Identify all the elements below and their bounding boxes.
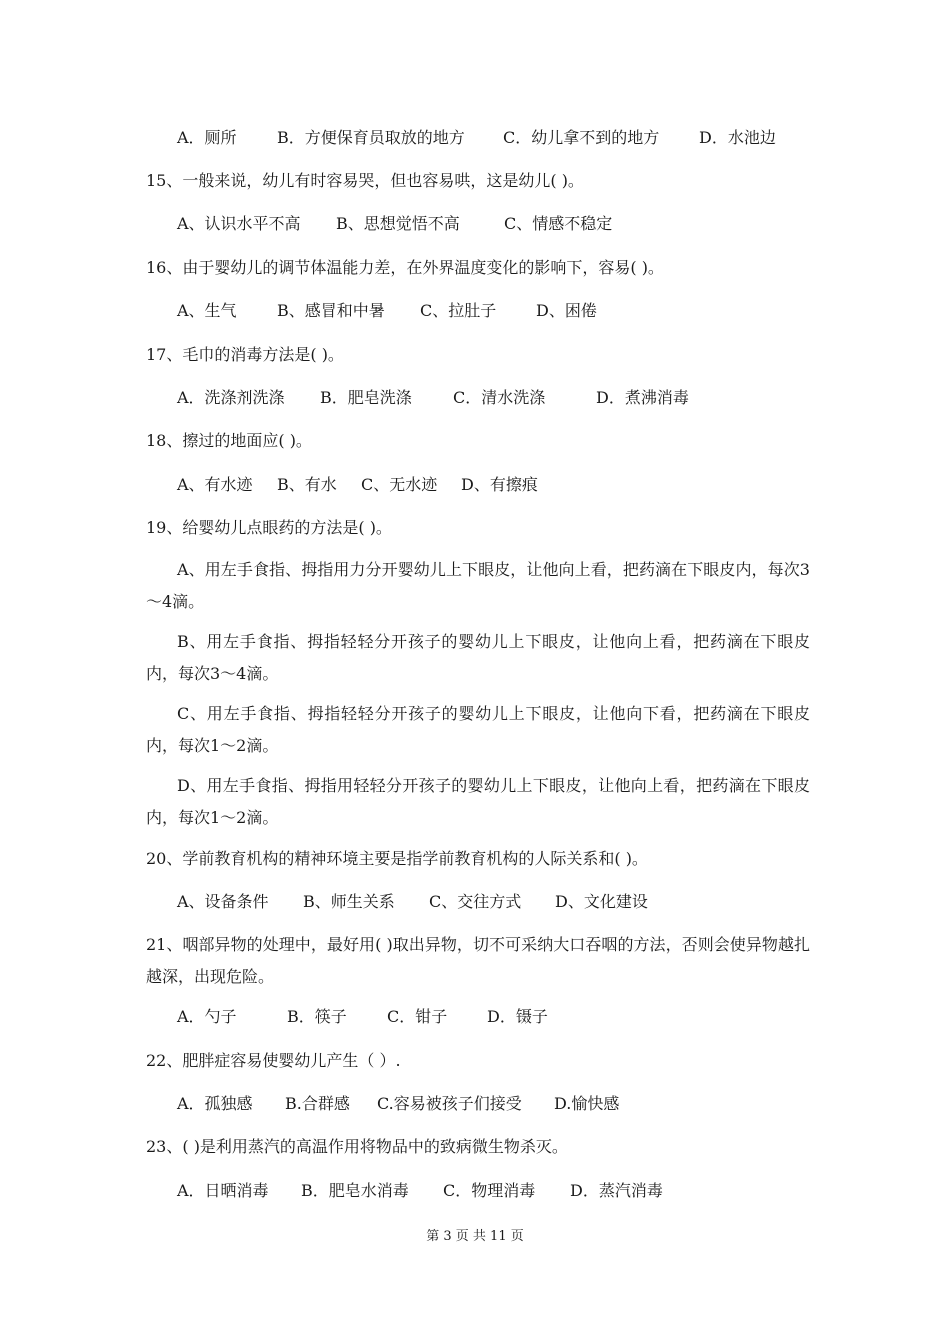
option: A、生气: [177, 301, 237, 320]
option: D．蒸汽消毒: [570, 1181, 663, 1200]
option: C．钳子: [387, 1007, 448, 1026]
q20-options: [177, 892, 648, 912]
q14-options: [177, 128, 776, 148]
q15-options: [177, 214, 612, 234]
option: D.愉快感: [554, 1094, 620, 1113]
question-17-stem: 17、毛巾的消毒方法是( )。: [146, 345, 344, 364]
option: B．筷子: [287, 1007, 347, 1026]
q19-option-a: A、用左手食指、拇指用力分开婴幼儿上下眼皮，让他向上看，把药滴在下眼皮内，每次3～4滴。: [146, 560, 810, 611]
question-18-stem: 18、擦过的地面应( )。: [146, 431, 312, 450]
question-16-stem: 16、由于婴幼儿的调节体温能力差，在外界温度变化的影响下，容易( )。: [146, 258, 664, 277]
option: D．镊子: [487, 1007, 548, 1026]
option: A．厕所: [177, 128, 237, 147]
option: B、思想觉悟不高: [336, 214, 460, 233]
question-15-stem: 15、一般来说，幼儿有时容易哭，但也容易哄，这是幼儿( )。: [146, 171, 584, 190]
option: D、有擦痕: [461, 475, 538, 494]
option: C、无水迹: [361, 475, 438, 494]
option: C．物理消毒: [443, 1181, 536, 1200]
option: B、感冒和中暑: [277, 301, 385, 320]
page-number-footer: 第 3 页 共 11 页: [426, 1229, 524, 1244]
question-20-stem: 20、学前教育机构的精神环境主要是指学前教育机构的人际关系和( )。: [146, 849, 648, 868]
q21-options: [177, 1007, 548, 1027]
option: D．水池边: [699, 128, 776, 147]
option: B、师生关系: [303, 892, 395, 911]
question-23-stem: 23、( )是利用蒸汽的高温作用将物品中的致病微生物杀灭。: [146, 1137, 568, 1156]
option: C、交往方式: [429, 892, 522, 911]
q19-option-b: B、用左手食指、拇指轻轻分开孩子的婴幼儿上下眼皮，让他向上看，把药滴在下眼皮内，每次3～4滴。: [146, 632, 810, 683]
option: A、有水迹: [177, 475, 253, 494]
option: D、文化建设: [555, 892, 648, 911]
option: A．孤独感: [177, 1094, 253, 1113]
option: B．方便保育员取放的地方: [277, 128, 465, 147]
option: D．煮沸消毒: [596, 388, 689, 407]
option: B、有水: [277, 475, 337, 494]
option: A．勺子: [177, 1007, 237, 1026]
option: C.容易被孩子们接受: [377, 1094, 522, 1113]
option: B．肥皂水消毒: [301, 1181, 409, 1200]
q17-options: [177, 388, 689, 408]
option: A、设备条件: [177, 892, 269, 911]
option: A．洗涤剂洗涤: [177, 388, 285, 407]
option: C、拉肚子: [420, 301, 497, 320]
question-19-stem: 19、给婴幼儿点眼药的方法是( )。: [146, 518, 392, 537]
option: C、情感不稳定: [504, 214, 613, 233]
option: C．清水洗涤: [453, 388, 546, 407]
option: D、困倦: [536, 301, 597, 320]
q19-option-d: D、用左手食指、拇指用轻轻分开孩子的婴幼儿上下眼皮，让他向上看，把药滴在下眼皮内，每次1～2滴。: [146, 776, 810, 827]
q16-options: [177, 301, 597, 321]
q23-options: [177, 1181, 663, 1201]
option: B.合群感: [285, 1094, 350, 1113]
question-21-stem: 21、咽部异物的处理中，最好用( )取出异物，切不可采纳大口吞咽的方法，否则会使异物越扎越深，出现危险。: [146, 935, 810, 986]
option: A．日晒消毒: [177, 1181, 269, 1200]
option: B．肥皂洗涤: [320, 388, 412, 407]
option: A、认识水平不高: [177, 214, 301, 233]
q18-options: [177, 475, 538, 495]
question-22-stem: 22、肥胖症容易使婴幼儿产生（ ）.: [146, 1051, 401, 1070]
q19-option-c: C、用左手食指、拇指轻轻分开孩子的婴幼儿上下眼皮，让他向下看，把药滴在下眼皮内，每次1～2滴。: [146, 704, 810, 755]
option: C．幼儿拿不到的地方: [503, 128, 660, 147]
q22-options: [177, 1094, 619, 1114]
